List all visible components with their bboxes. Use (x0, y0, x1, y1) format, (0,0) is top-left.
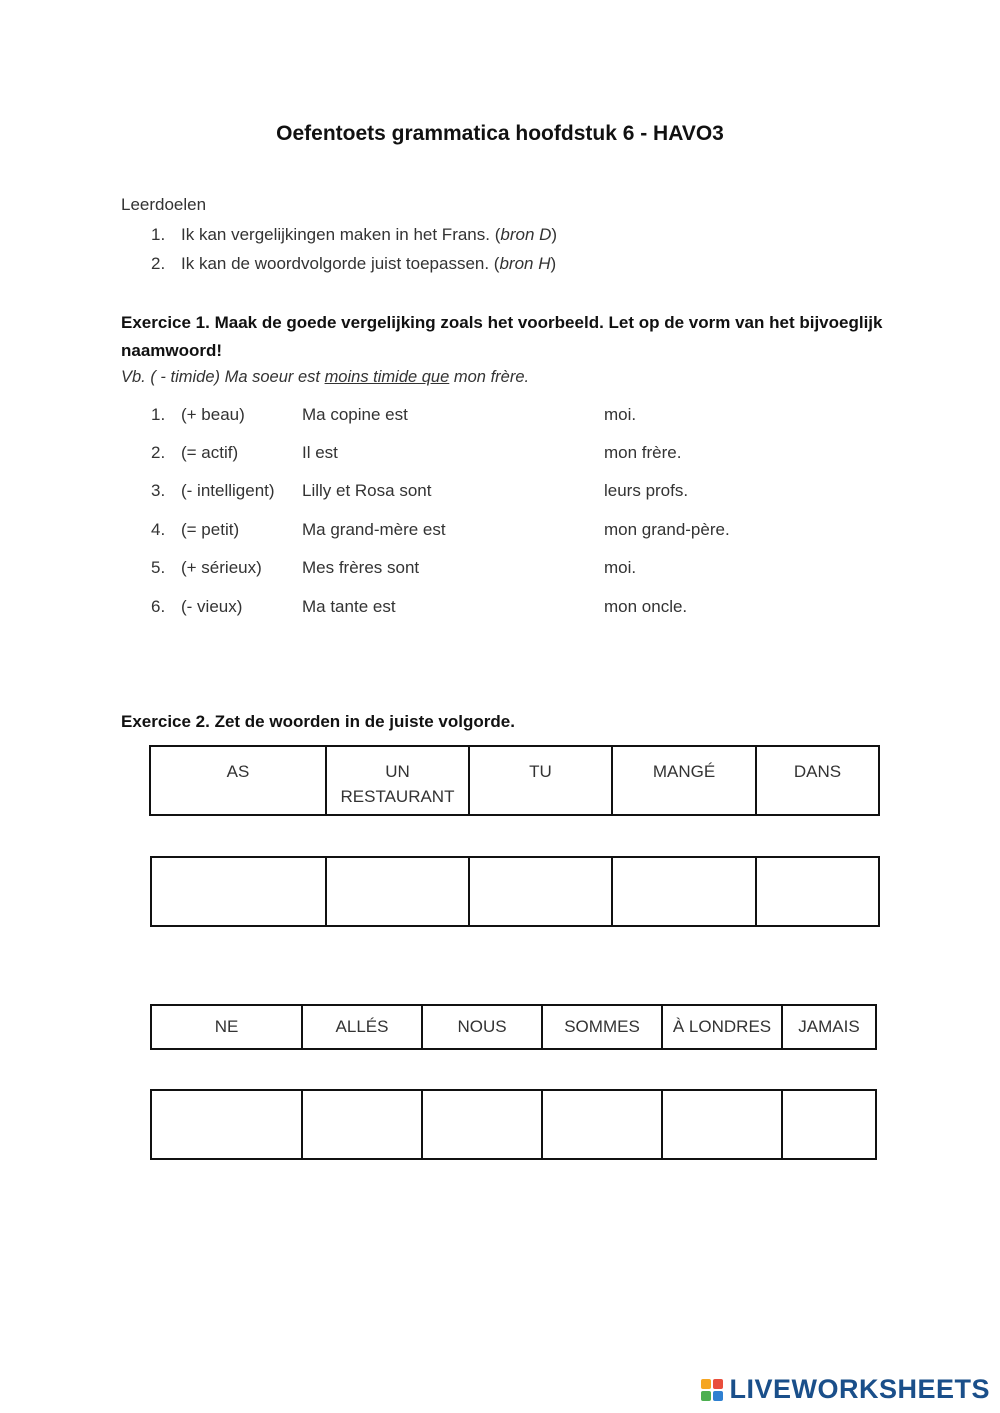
answer-cell[interactable] (756, 857, 879, 926)
word-cell: MANGÉ (612, 746, 756, 815)
answer-cell[interactable] (302, 1090, 422, 1159)
page-title: Oefentoets grammatica hoofdstuk 6 - HAVO3 (276, 122, 724, 145)
answer-table-1 (150, 856, 880, 927)
answer-cell[interactable] (542, 1090, 662, 1159)
exercise1-item: 5. (+ sérieux) Mes frères sont moi. (151, 558, 637, 577)
word-cell: AS (150, 746, 326, 815)
word-cell: UN RESTAURANT (326, 746, 469, 815)
answer-cell[interactable] (151, 857, 326, 926)
word-cell: TU (469, 746, 612, 815)
exercise1-heading-line2: naamwoord! (121, 341, 223, 360)
goals-heading: Leerdoelen (121, 195, 207, 214)
goal-text: Ik kan vergelijkingen maken in het Frans. (bron D) (181, 225, 558, 244)
exercise2-heading: Exercice 2. Zet de woorden in de juiste volgorde. (121, 712, 515, 731)
blocks-icon (701, 1379, 725, 1401)
exercise1-item: 6. (- vieux) Ma tante est mon oncle. (151, 597, 688, 616)
brand-name: LIVEWORKSHEETS (729, 1374, 990, 1404)
exercise1-item: 3. (- intelligent) Lilly et Rosa sont leurs profs. (151, 481, 689, 500)
word-table-1 (149, 745, 880, 816)
word-cell: À LONDRES (662, 1005, 782, 1049)
goal-number: 2. (151, 254, 166, 273)
word-cell: ALLÉS (302, 1005, 422, 1049)
answer-cell[interactable] (662, 1090, 782, 1159)
exercise1-example: Vb. ( - timide) Ma soeur est moins timide que mon frère. (121, 368, 530, 386)
liveworksheets-logo (701, 1374, 990, 1405)
answer-cell[interactable] (422, 1090, 542, 1159)
exercise1-item: 2. (= actif) Il est mon frère. (151, 443, 682, 462)
exercise1-item: 1. (+ beau) Ma copine est moi. (151, 405, 637, 424)
answer-table-2 (150, 1089, 877, 1160)
answer-cell[interactable] (326, 857, 469, 926)
word-cell: JAMAIS (782, 1005, 876, 1049)
word-cell: NE (151, 1005, 302, 1049)
goal-text: Ik kan de woordvolgorde juist toepassen. (bron H) (181, 254, 557, 273)
answer-cell[interactable] (612, 857, 756, 926)
word-cell: DANS (756, 746, 879, 815)
word-cell: NOUS (422, 1005, 542, 1049)
word-table-2 (150, 1004, 877, 1050)
answer-cell[interactable] (782, 1090, 876, 1159)
answer-cell[interactable] (151, 1090, 302, 1159)
exercise1-heading-line1: Exercice 1. Maak de goede vergelijking zoals het voorbeeld. Let op de vorm van het bijvoeglijk (121, 313, 883, 332)
goal-number: 1. (151, 225, 166, 244)
word-cell: SOMMES (542, 1005, 662, 1049)
exercise1-item: 4. (= petit) Ma grand-mère est mon grand-père. (151, 520, 730, 539)
answer-cell[interactable] (469, 857, 612, 926)
example-answer: moins timide que (324, 368, 450, 386)
goal-item (151, 254, 751, 276)
goal-item (151, 225, 751, 247)
